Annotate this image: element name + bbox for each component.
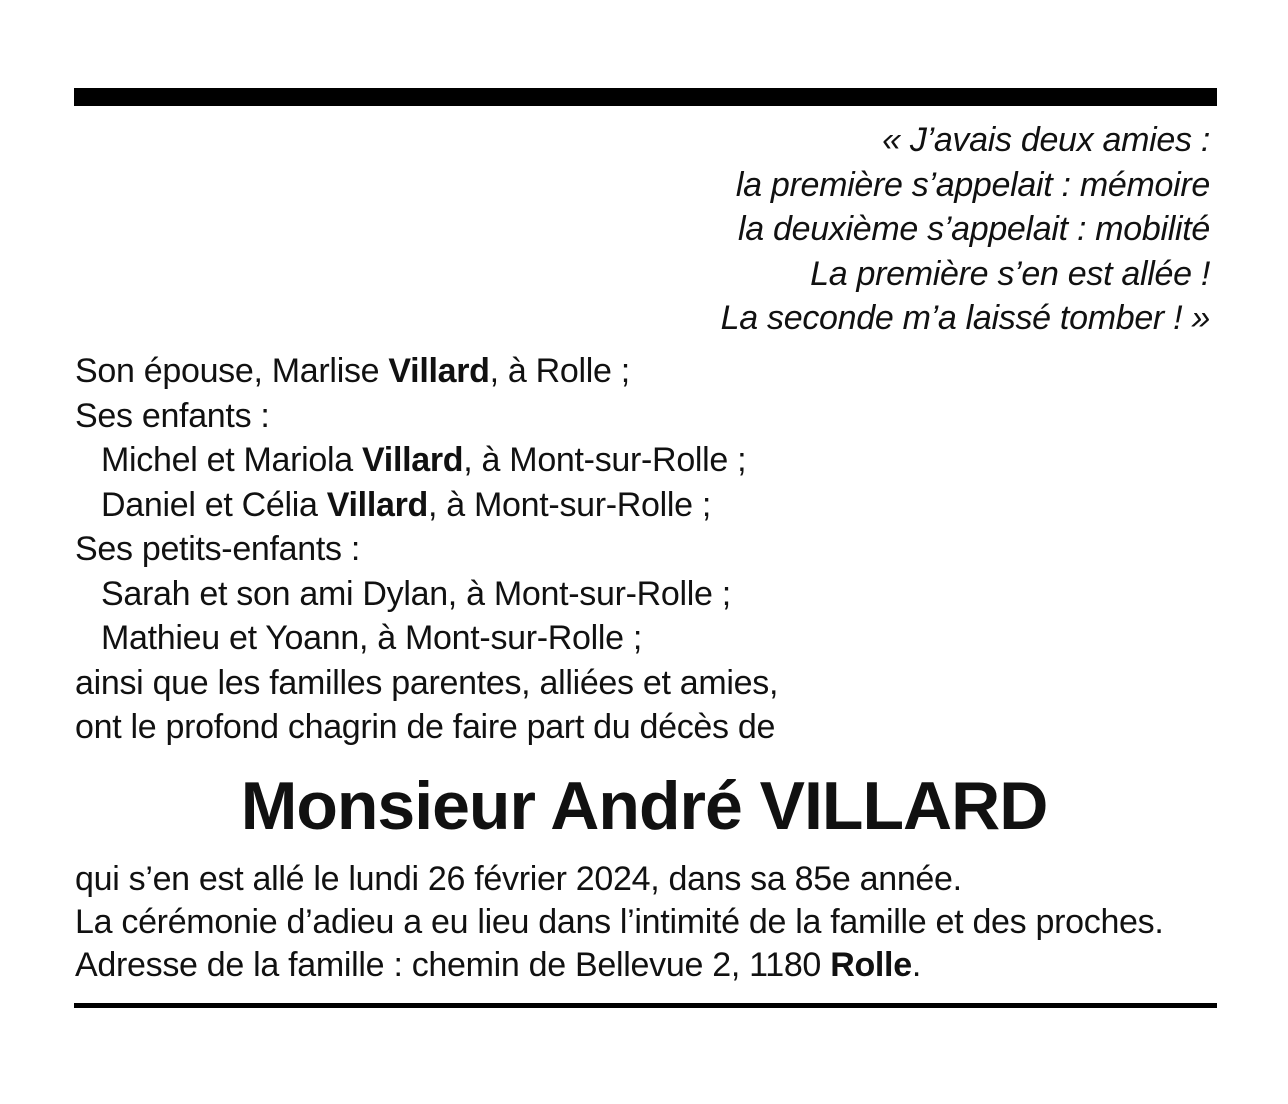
bottom-rule [74,1003,1217,1008]
epigraph-line: La première s’en est allée ! [810,254,1210,293]
address-town: Rolle [830,946,912,984]
spouse-line [75,349,778,394]
spouse-text: Son épouse, Marlise [75,352,389,390]
children-heading: Ses enfants : [75,396,270,435]
announcement-line: ont le profond chagrin de faire part du décès de [75,708,776,746]
child-location: , à Mont-sur-Rolle ; [427,485,712,524]
epigraph-line: La seconde m’a laissé tomber ! » [720,299,1210,337]
epigraph-line: « J’avais deux amies : [882,121,1210,159]
relatives-line: ainsi que les familles parentes, alliées et amies, [75,663,779,702]
grandchild-line: Sarah et son ami Dylan, à Mont-sur-Rolle ; [101,574,731,613]
address-text: Adresse de la famille : chemin de Bellevue 2, 1180 [75,946,831,984]
child-names: Daniel et Célia [101,485,327,524]
ceremony-line: La cérémonie d’adieu a eu lieu dans l’intimité de la famille et des proches. [75,903,1164,941]
details-block [75,858,1164,987]
epigraph-quote [721,118,1210,341]
family-list [75,349,778,750]
child-surname: Villard [326,485,428,524]
child-line [75,483,778,528]
child-names: Michel et Mariola [101,441,363,479]
child-line [75,438,778,483]
spouse-location: , à Rolle ; [489,352,630,390]
deceased-name: Monsieur André VILLARD [240,768,1048,844]
spouse-surname: Villard [388,352,490,390]
epigraph-line: la première s’appelait : mémoire [735,165,1210,204]
child-surname: Villard [362,441,464,479]
grandchild-line: Mathieu et Yoann, à Mont-sur-Rolle ; [101,619,643,657]
address-end: . [911,946,921,984]
epigraph-line: la deuxième s’appelait : mobilité [737,210,1210,248]
top-rule [74,88,1217,106]
address-line [75,944,1164,987]
death-date-line: qui s’en est allé le lundi 26 février 2024, dans sa 85e année. [75,860,962,898]
child-location: , à Mont-sur-Rolle ; [463,441,747,479]
grandchildren-heading: Ses petits-enfants : [75,530,361,568]
